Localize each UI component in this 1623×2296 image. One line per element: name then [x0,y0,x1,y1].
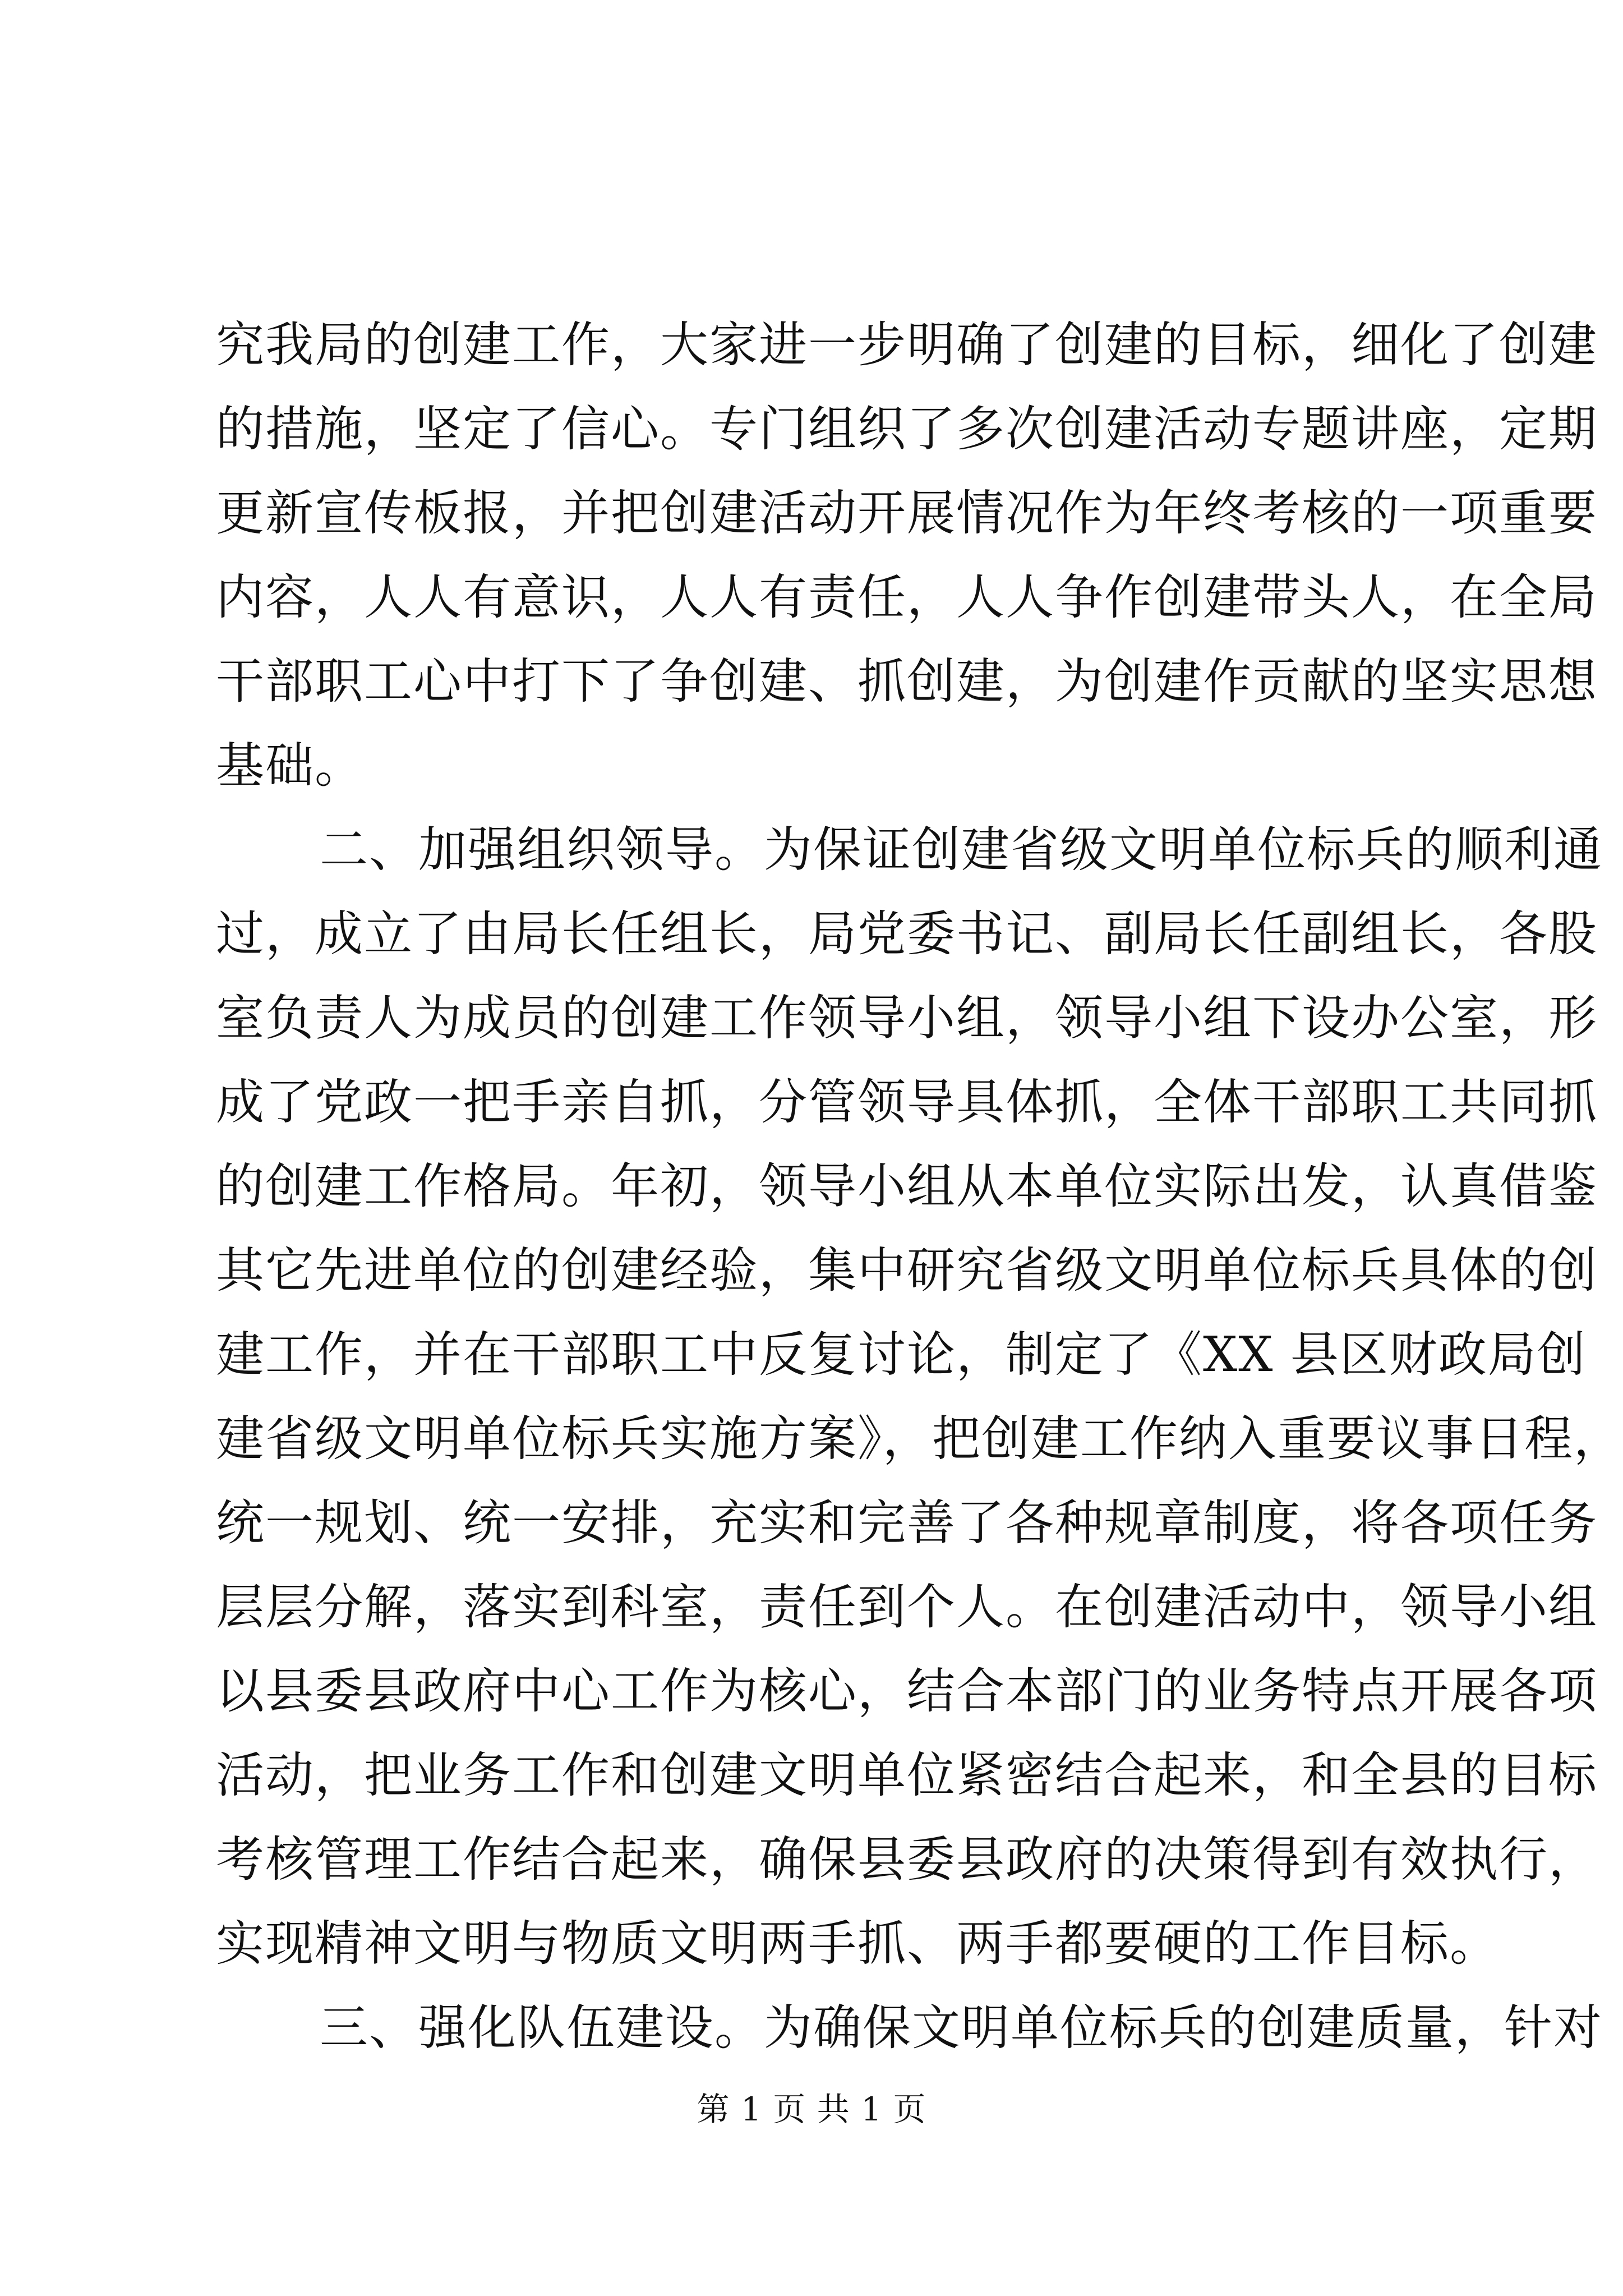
page-footer [0,2090,1623,2129]
paragraph-1-line-3: 更新宣传板报，并把创建活动开展情况作为年终考核的一项重要 [216,485,1598,541]
paragraph-2-line-1: 二、加强组织领导。为保证创建省级文明单位标兵的顺利通 [320,822,1603,878]
paragraph-2-line-5: 的创建工作格局。年初，领导小组从本单位实际出发，认真借鉴 [216,1158,1598,1214]
paragraph-2-line-12: 活动，把业务工作和创建文明单位紧密结合起来，和全县的目标 [216,1747,1598,1803]
paragraph-2-line-3: 室负责人为成员的创建工作领导小组，领导小组下设办公室，形 [216,990,1598,1046]
paragraph-2-line-9: 统一规划、统一安排，充实和完善了各种规章制度，将各项任务 [216,1495,1598,1551]
paragraph-1-line-2: 的措施，坚定了信心。专门组织了多次创建活动专题讲座，定期 [216,401,1598,457]
paragraph-2-line-14: 实现精神文明与物质文明两手抓、两手都要硬的工作目标。 [216,1916,1499,1972]
paragraph-1-line-4: 内容，人人有意识，人人有责任，人人争作创建带头人，在全局 [216,569,1598,625]
paragraph-2-line-4: 成了党政一把手亲自抓，分管领导具体抓，全体干部职工共同抓 [216,1074,1598,1130]
paragraph-3-line-1: 三、强化队伍建设。为确保文明单位标兵的创建质量，针对 [320,2000,1603,2056]
paragraph-2-line-8: 建省级文明单位标兵实施方案》，把创建工作纳入重要议事日程， [216,1411,1623,1467]
paragraph-2-line-2: 过，成立了由局长任组长，局党委书记、副局长任副组长，各股 [216,906,1598,962]
paragraph-2-line-7: 建工作，并在干部职工中反复讨论，制定了《XX 县区财政局创 [216,1327,1587,1383]
paragraph-1-line-6: 基础。 [216,738,364,794]
paragraph-2-line-13: 考核管理工作结合起来，确保县委县政府的决策得到有效执行， [216,1832,1598,1888]
paragraph-2-line-6: 其它先进单位的创建经验，集中研究省级文明单位标兵具体的创 [216,1243,1598,1299]
paragraph-2-line-10: 层层分解，落实到科室，责任到个人。在创建活动中，领导小组 [216,1579,1598,1635]
paragraph-1-line-1: 究我局的创建工作，大家进一步明确了创建的目标，细化了创建 [216,317,1598,373]
body-text [216,303,1623,2070]
paragraph-1-line-5: 干部职工心中打下了争创建、抓创建，为创建作贡献的坚实思想 [216,654,1598,710]
paragraph-2-line-11: 以县委县政府中心工作为核心，结合本部门的业务特点开展各项 [216,1663,1598,1719]
page-number-label: 第 1 页 共 1 页 [697,2090,926,2128]
